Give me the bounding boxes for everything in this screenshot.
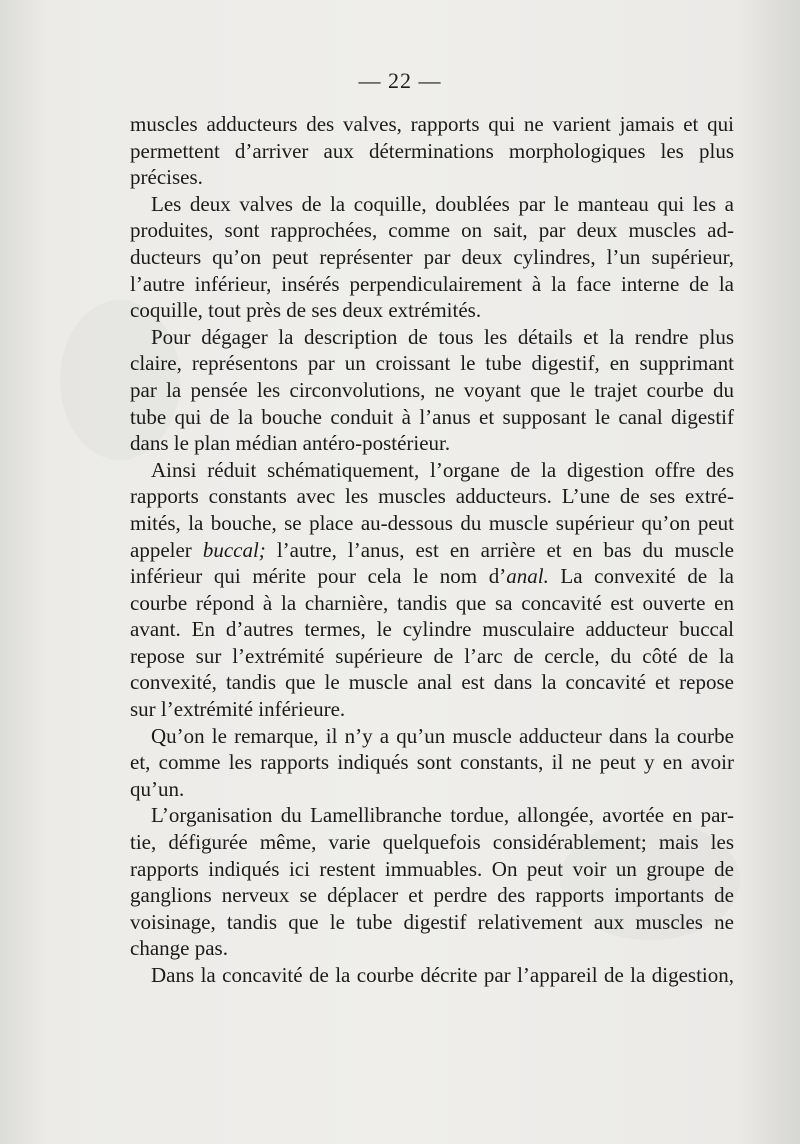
text-line: tie, défigurée même, varie quelquefois considérablement; mais les [130, 830, 734, 855]
text-run: appeler [130, 537, 203, 562]
paragraph [130, 723, 734, 803]
text-line: précises. [130, 165, 203, 190]
text-line: Qu’on le remarque, il n’y a qu’un muscle adducteur dans la courbe [151, 723, 734, 748]
text-line: voisinage, tandis que le tube digestif relativement aux muscles ne [130, 909, 734, 934]
text-line: coquille, tout près de ses deux extrémités. [130, 298, 482, 323]
text-run: La convexité de la [548, 564, 734, 589]
italic-term-anal: anal. [506, 564, 549, 589]
text-line [130, 563, 734, 590]
text-line: rapports indiqués ici restent immuables. On peut voir un groupe de [130, 856, 734, 881]
text-line: Les deux valves de la coquille, doublées par le manteau qui les a [151, 191, 734, 216]
text-line: et, comme les rapports indiqués sont constants, il ne peut y en avoir [130, 750, 734, 775]
text-line: rapports constants avec les muscles adducteurs. L’une de ses extré- [130, 484, 734, 509]
paragraph [130, 191, 734, 324]
text-line: avant. En d’autres termes, le cylindre musculaire adducteur buccal [130, 617, 734, 642]
text-line: qu’un. [130, 776, 185, 801]
text-line: ducteurs qu’on peut représenter par deux cylindres, l’un supérieur, [130, 244, 734, 269]
text-line: Ainsi réduit schématiquement, l’organe de la digestion offre des [151, 457, 734, 482]
text-line: l’autre inférieur, insérés perpendiculairement à la face interne de la [130, 271, 734, 296]
paragraph [130, 962, 734, 989]
text-line: Pour dégager la description de tous les détails et la rendre plus [151, 324, 734, 349]
paragraph [130, 324, 734, 457]
text-line: dans le plan médian antéro-postérieur. [130, 431, 451, 456]
paragraph [130, 802, 734, 962]
text-line: produites, sont rapprochées, comme on sait, par deux muscles ad- [130, 218, 734, 243]
text-line [130, 537, 734, 564]
body-text [130, 111, 734, 989]
paragraph [130, 457, 734, 723]
text-line: tube qui de la bouche conduit à l’anus et supposant le canal digestif [130, 404, 734, 429]
text-line: ganglions nerveux se déplacer et perdre des rapports importants de [130, 883, 734, 908]
page-number: — 22 — [358, 68, 442, 93]
italic-term-buccal: buccal; [202, 537, 266, 562]
text-line: convexité, tandis que le muscle anal est dans la concavité et repose [130, 670, 734, 695]
text-line: par la pensée les circonvolutions, ne voyant que le trajet courbe du [130, 377, 734, 402]
text-line: L’organisation du Lamellibranche tordue, allongée, avortée en par- [151, 803, 734, 828]
text-run: inférieur qui mérite pour cela le nom d’ [130, 564, 507, 589]
text-line: permettent d’arriver aux déterminations morphologiques les plus [130, 138, 734, 163]
text-line: courbe répond à la charnière, tandis que sa concavité est ouverte en [130, 590, 734, 615]
paragraph [130, 111, 734, 191]
text-line: repose sur l’extrémité supérieure de l’arc de cercle, du côté de la [130, 643, 734, 668]
text-line: sur l’extrémité inférieure. [130, 697, 346, 722]
text-line: muscles adducteurs des valves, rapports qui ne varient jamais et qui [130, 112, 734, 136]
text-line: claire, représentons par un croissant le tube digestif, en supprimant [130, 351, 734, 376]
text-line: mités, la bouche, se place au-dessous du muscle supérieur qu’on peut [130, 510, 734, 535]
text-line: change pas. [130, 936, 228, 961]
text-run: l’autre, l’anus, est en arrière et en bas du muscle [265, 537, 734, 562]
text-line: Dans la concavité de la courbe décrite par l’appareil de la digestion, [151, 963, 734, 987]
